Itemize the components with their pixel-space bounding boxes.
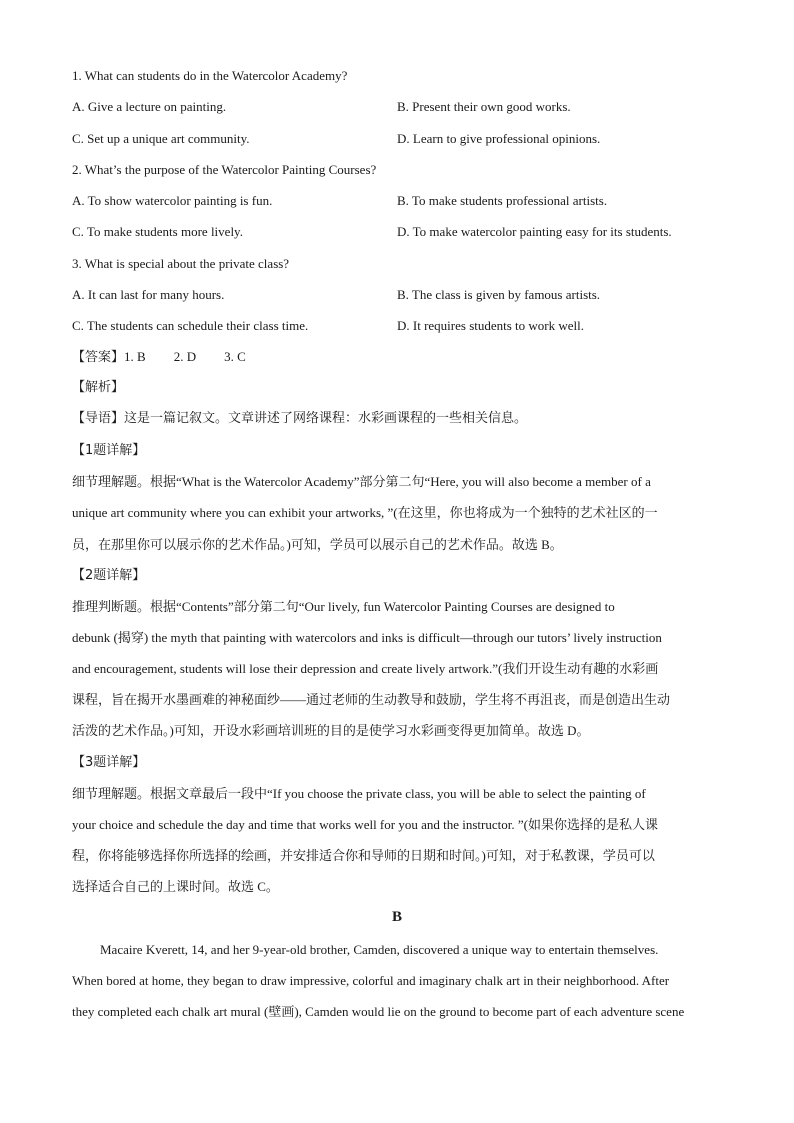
question-1-option-a: A. Give a lecture on painting. [72, 99, 227, 114]
question-2-option-d: D. To make watercolor painting easy for its students. [397, 224, 672, 239]
intro-tag: 【导语】 [72, 411, 125, 426]
question-3-stem: 3. What is special about the private class? [72, 256, 290, 271]
detail-1-line: 细节理解题。根据“What is the Watercolor Academy”部分第二句“Here, you will also become a member of a [72, 474, 651, 489]
question-2-option-a: A. To show watercolor painting is fun. [72, 193, 273, 208]
question-1-stem: 1. What can students do in the Watercolor Academy? [72, 68, 348, 83]
detail-3-line: your choice and schedule the day and time that works well for you and the instructor. ”(如果你选择的是私人课 [72, 817, 658, 832]
question-1-option-d: D. Learn to give professional opinions. [397, 131, 601, 146]
question-1-option-b: B. Present their own good works. [397, 99, 571, 114]
detail-2-line: 活泼的艺术作品。)可知，开设水彩画培训班的目的是使学习水彩画变得更加简单。故选 D。 [72, 723, 590, 738]
question-3-option-b: B. The class is given by famous artists. [397, 287, 601, 302]
passage-line: When bored at home, they began to draw impressive, colorful and imaginary chalk art in their neighborhood. After [72, 973, 670, 988]
answer-item: 1. B [124, 349, 146, 364]
answer-item: 2. D [173, 349, 197, 364]
intro-text: 这是一篇记叙文。文章讲述了网络课程：水彩画课程的一些相关信息。 [124, 411, 528, 426]
answer-item: 3. C [224, 349, 246, 364]
question-2-stem: 2. What’s the purpose of the Watercolor Painting Courses? [72, 162, 377, 177]
detail-1-line: 员，在那里你可以展示你的艺术作品。)可知，学员可以展示自己的艺术作品。故选 B。 [72, 537, 563, 552]
detail-3-line: 细节理解题。根据文章最后一段中“If you choose the private class, you will be able to select the painting of [72, 786, 646, 801]
detail-3-tag: 【3题详解】 [72, 755, 146, 770]
detail-3-line: 程，你将能够选择你所选择的绘画，并安排适合你和导师的日期和时间。)可知，对于私教课，学员可以 [72, 848, 655, 863]
question-3-option-d: D. It requires students to work well. [397, 318, 585, 333]
intro-line [72, 409, 527, 429]
detail-2-line: debunk (揭穿) the myth that painting with watercolors and inks is difficult—through our tutors’ lively instruction [72, 630, 662, 645]
detail-2-line: 推理判断题。根据“Contents”部分第二句“Our lively, fun Watercolor Painting Courses are designed to [72, 599, 615, 614]
detail-1-tag: 【1题详解】 [72, 443, 146, 458]
detail-1-line: unique art community where you can exhibit your artworks, ”(在这里，你也将成为一个独特的艺术社区的一 [72, 505, 658, 520]
detail-2-tag: 【2题详解】 [72, 568, 146, 583]
detail-3-line: 选择适合自己的上课时间。故选 C。 [72, 879, 279, 894]
section-heading: B [391, 909, 402, 925]
analysis-tag: 【解析】 [72, 380, 125, 395]
answer-tag: 【答案】 [72, 350, 125, 365]
question-2-option-b: B. To make students professional artists. [397, 193, 608, 208]
passage-line: Macaire Kverett, 14, and her 9-year-old brother, Camden, discovered a unique way to entertain themselves. [100, 942, 659, 957]
detail-2-line: and encouragement, students will lose their depression and create lively artwork.”(我们开设生动有趣的水彩画 [72, 661, 659, 676]
question-2-option-c: C. To make students more lively. [72, 224, 243, 239]
passage-line: they completed each chalk art mural (壁画), Camden would lie on the ground to become part of each adventure scene [72, 1004, 685, 1019]
question-1-option-c: C. Set up a unique art community. [72, 131, 250, 146]
question-3-option-a: A. It can last for many hours. [72, 287, 225, 302]
detail-2-line: 课程，旨在揭开水墨画难的神秘面纱——通过老师的生动教导和鼓励，学生将不再沮丧，而是创造出生动 [72, 692, 671, 707]
answer-line [72, 347, 246, 368]
question-3-option-c: C. The students can schedule their class time. [72, 318, 309, 333]
